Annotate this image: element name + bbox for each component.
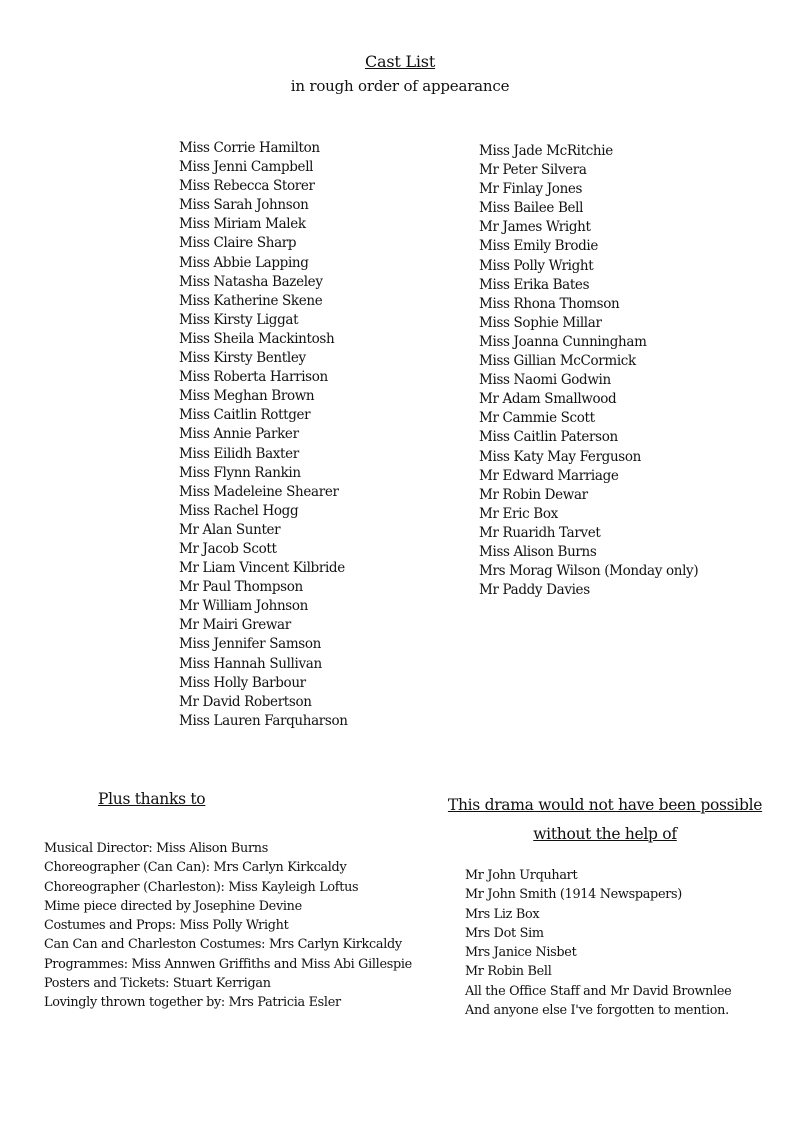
thanks-item: Lovingly thrown together by: Mrs Patricia Esler [44, 995, 341, 1011]
cast-member: Mr Peter Silvera [479, 162, 587, 179]
help-item: Mr Robin Bell [465, 964, 552, 980]
cast-member: Miss Jade McRitchie [479, 143, 613, 159]
cast-member: Miss Annie Parker [179, 426, 299, 443]
page-title: Cast List [364, 52, 436, 71]
cast-member: Miss Katy May Ferguson [479, 448, 642, 465]
cast-member: Mr Cammie Scott [479, 410, 595, 427]
help-item: Mr John Urquhart [465, 868, 578, 883]
cast-member: Miss Eilidh Baxter [179, 445, 299, 462]
cast-member: Miss Caitlin Paterson [479, 429, 618, 446]
cast-member: Mr Ruaridh Tarvet [479, 524, 601, 541]
thanks-item: Can Can and Charleston Costumes: Mrs Carlyn Kirkcaldy [44, 937, 402, 953]
thanks-item: Choreographer (Charleston): Miss Kayleigh Loftus [44, 879, 359, 895]
cast-member: Miss Emily Brodie [479, 238, 598, 255]
cast-member: Miss Jennifer Samson [179, 636, 321, 653]
help-list [465, 866, 731, 1020]
thanks-item: Programmes: Miss Annwen Griffiths and Miss Abi Gillespie [44, 956, 412, 972]
help-item: All the Office Staff and Mr David Brownlee [465, 983, 732, 999]
cast-member: Miss Kirsty Bentley [179, 350, 306, 367]
cast-member: Miss Rachel Hogg [179, 502, 299, 519]
cast-member: Mr Eric Box [479, 505, 558, 522]
cast-member: Miss Miriam Malek [179, 216, 306, 233]
thanks-item: Mime piece directed by Josephine Devine [44, 898, 302, 914]
cast-member: Mr Edward Marriage [479, 467, 619, 484]
thanks-item: Posters and Tickets: Stuart Kerrigan [44, 976, 271, 992]
thanks-item: Choreographer (Can Can): Mrs Carlyn Kirkcaldy [44, 860, 347, 876]
thanks-list [44, 839, 412, 1013]
help-heading: This drama would not have been possible without the help of [447, 796, 763, 843]
cast-member: Miss Madeleine Shearer [179, 483, 339, 500]
cast-member: Miss Flynn Rankin [179, 464, 301, 481]
cast-member: Mr Mairi Grewar [179, 617, 291, 634]
cast-member: Mr Adam Smallwood [479, 391, 617, 408]
thanks-heading: Plus thanks to [98, 790, 206, 808]
cast-member: Miss Naomi Godwin [479, 372, 611, 389]
cast-member: Mr Finlay Jones [479, 181, 583, 198]
cast-member: Mr James Wright [479, 219, 591, 236]
cast-member: Miss Joanna Cunningham [479, 333, 647, 350]
cast-member: Miss Jenni Campbell [179, 159, 314, 176]
page-subtitle: in rough order of appearance [290, 77, 510, 95]
cast-member: Mrs Morag Wilson (Monday only) [479, 563, 699, 580]
cast-member: Mr Paddy Davies [479, 582, 590, 599]
cast-member: Miss Holly Barbour [179, 674, 306, 691]
cast-member: Miss Alison Burns [479, 543, 597, 560]
cast-member: Miss Claire Sharp [179, 235, 297, 252]
cast-member: Miss Rhona Thomson [479, 295, 620, 312]
help-item: Mrs Janice Nisbet [465, 945, 577, 961]
cast-member: Miss Polly Wright [479, 257, 594, 274]
cast-member: Mr David Robertson [179, 693, 312, 710]
cast-member: Miss Meghan Brown [179, 388, 315, 405]
cast-member: Mr Alan Sunter [179, 521, 281, 538]
cast-member: Miss Katherine Skene [179, 292, 323, 309]
cast-member: Miss Sophie Millar [479, 314, 602, 331]
cast-member: Miss Bailee Bell [479, 200, 584, 217]
cast-member: Mr Paul Thompson [179, 579, 303, 596]
help-item: Mrs Liz Box [465, 906, 540, 922]
cast-member: Miss Gillian McCormick [479, 353, 636, 370]
help-item: Mr John Smith (1914 Newspapers) [465, 887, 683, 903]
cast-list-left-column [179, 139, 348, 731]
cast-member: Miss Lauren Farquharson [179, 712, 348, 729]
cast-member: Miss Erika Bates [479, 276, 590, 293]
thanks-item: Musical Director: Miss Alison Burns [44, 841, 268, 856]
cast-member: Miss Natasha Bazeley [179, 273, 323, 290]
cast-member: Miss Sarah Johnson [179, 197, 309, 214]
cast-member: Miss Hannah Sullivan [179, 655, 322, 672]
cast-member: Mr Jacob Scott [179, 540, 277, 557]
cast-member: Miss Abbie Lapping [179, 254, 309, 271]
cast-member: Mr Liam Vincent Kilbride [179, 560, 345, 577]
cast-member: Miss Corrie Hamilton [179, 140, 320, 156]
cast-member: Mr Robin Dewar [479, 486, 588, 503]
help-item: Mrs Dot Sim [465, 925, 544, 941]
help-item: And anyone else I've forgotten to mention. [465, 1003, 729, 1019]
cast-member: Miss Rebecca Storer [179, 178, 315, 195]
cast-member: Miss Sheila Mackintosh [179, 330, 335, 347]
cast-member: Miss Caitlin Rottger [179, 407, 311, 424]
cast-member: Mr William Johnson [179, 598, 308, 615]
thanks-item: Costumes and Props: Miss Polly Wright [44, 918, 289, 934]
cast-member: Miss Kirsty Liggat [179, 311, 299, 328]
cast-list-right-column [479, 142, 698, 600]
cast-member: Miss Roberta Harrison [179, 369, 328, 386]
